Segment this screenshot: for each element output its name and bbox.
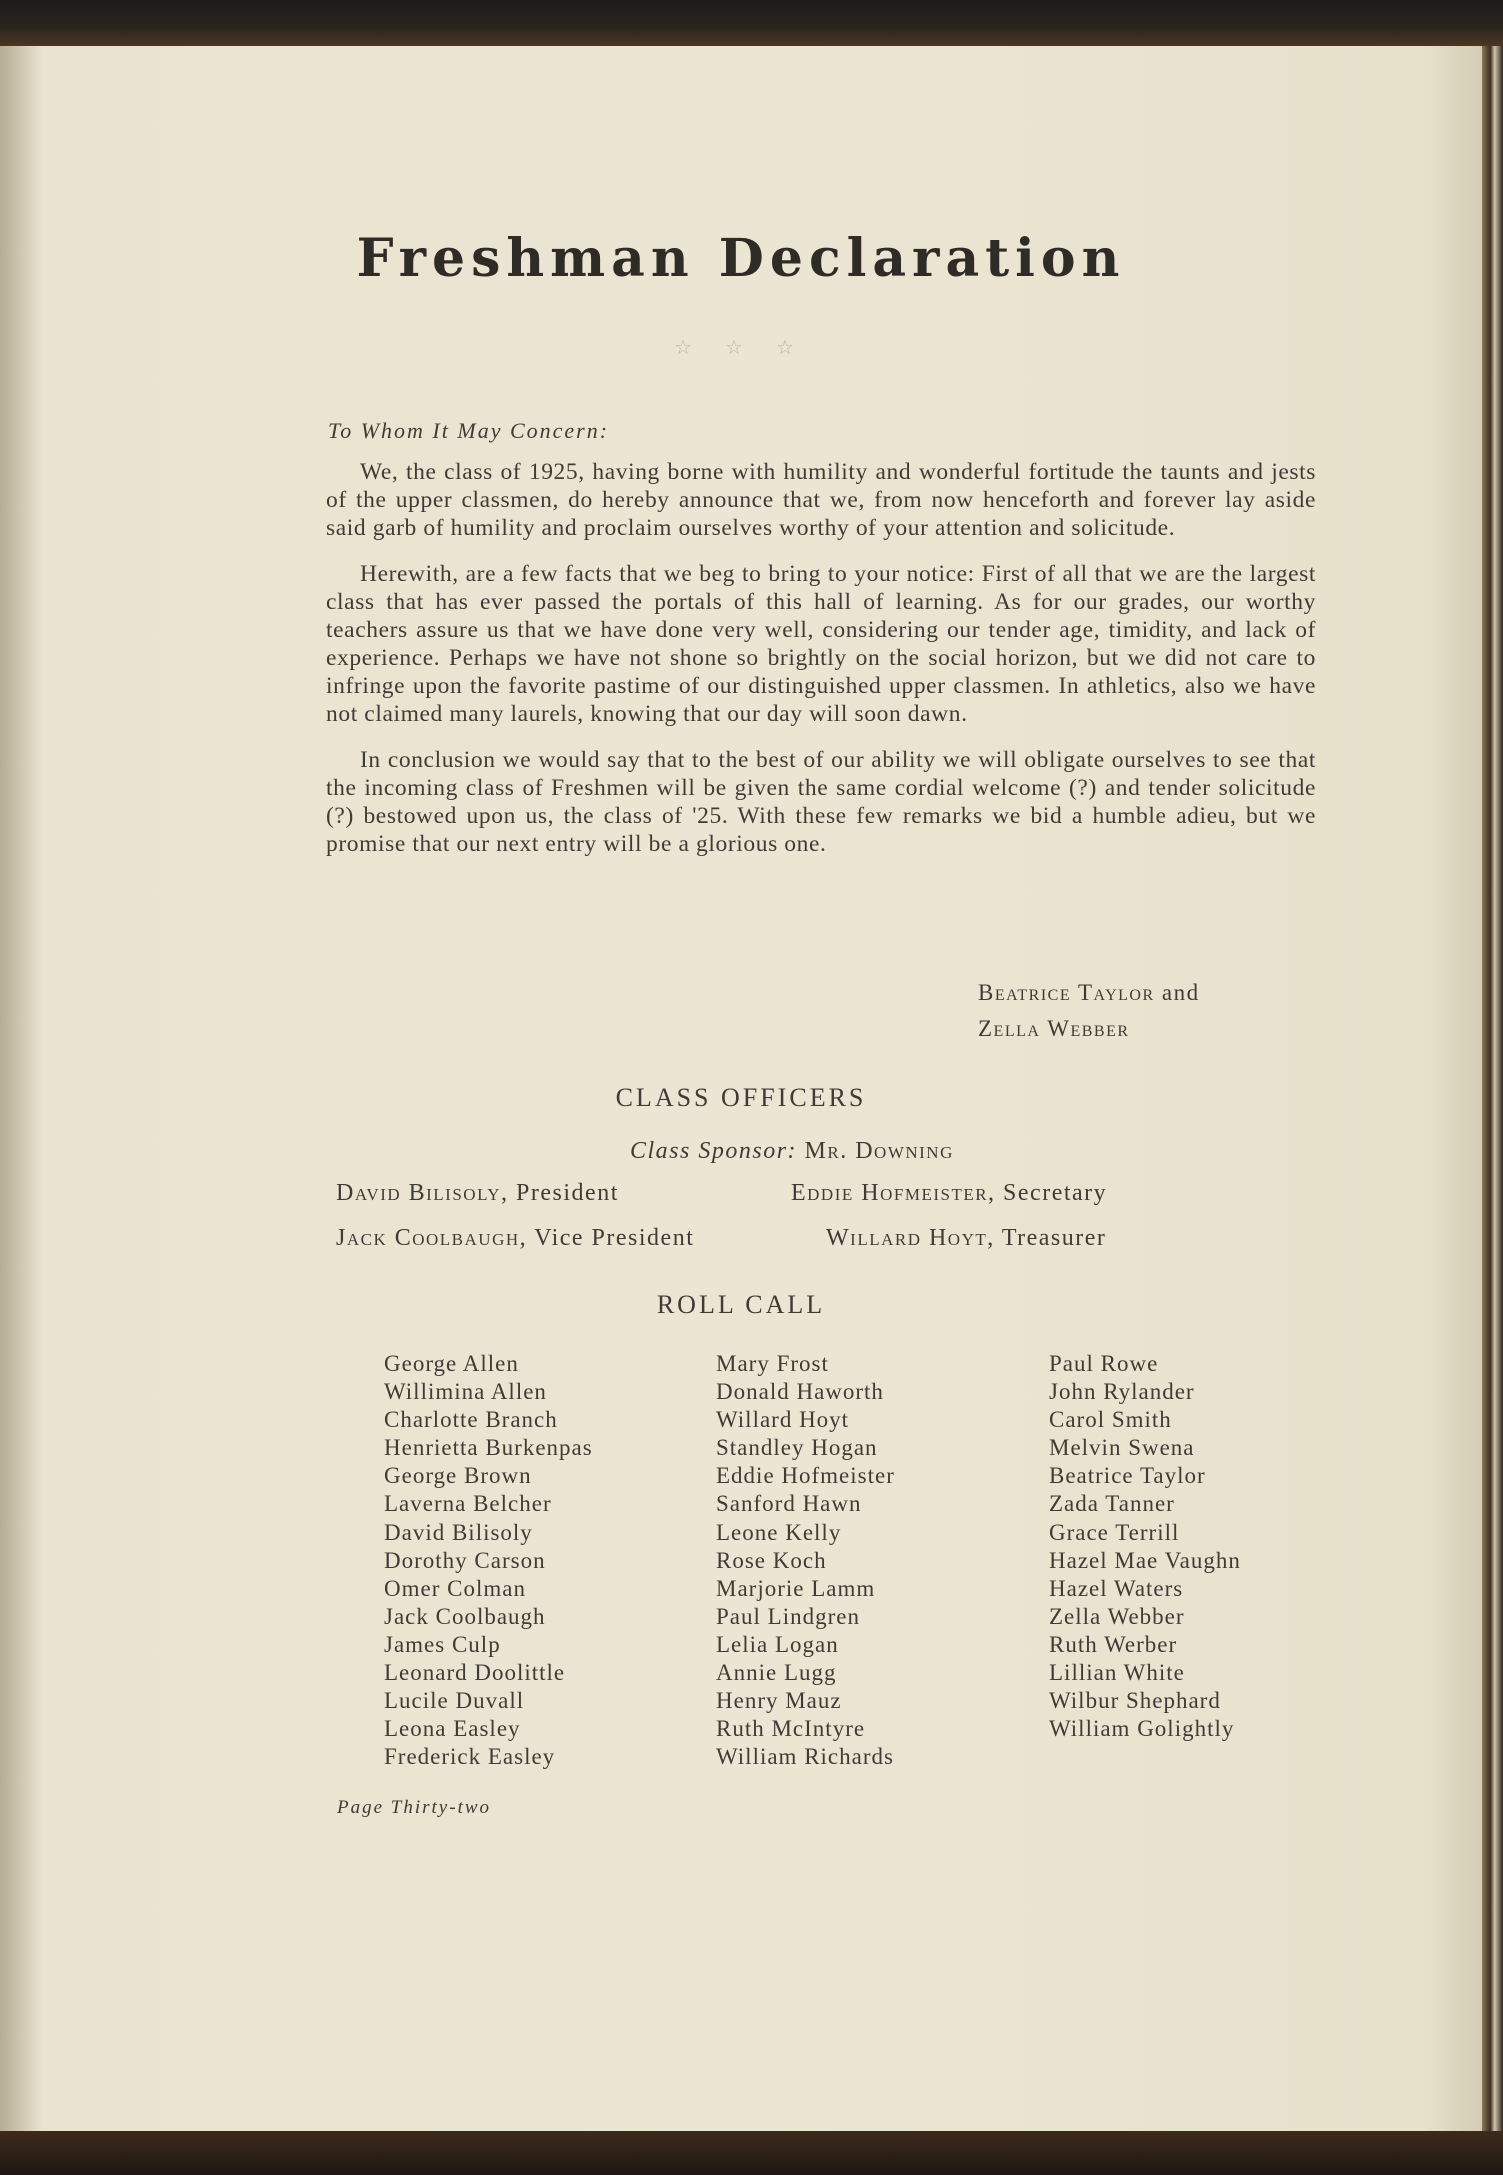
officer-role: , Vice President bbox=[519, 1225, 695, 1251]
roll-name: Leone Kelly bbox=[716, 1519, 842, 1545]
signer-1: Beatrice Taylor bbox=[978, 980, 1155, 1005]
roll-name: Sanford Hawn bbox=[716, 1491, 862, 1517]
roll-name: Carol Smith bbox=[1049, 1407, 1172, 1433]
roll-name: Omer Colman bbox=[384, 1575, 526, 1601]
officers-heading: CLASS OFFICERS bbox=[615, 1083, 867, 1112]
roll-name: Melvin Swena bbox=[1049, 1435, 1195, 1461]
officer-role: , Treasurer bbox=[987, 1225, 1107, 1251]
roll-name: James Culp bbox=[384, 1631, 501, 1657]
roll-name: Standley Hogan bbox=[716, 1435, 878, 1461]
officer-name: David Bilisoly bbox=[336, 1180, 502, 1206]
roll-name: Wilbur Shephard bbox=[1049, 1688, 1221, 1714]
roll-name: Rose Koch bbox=[716, 1547, 827, 1573]
roll-name: Marjorie Lamm bbox=[716, 1575, 876, 1601]
roll-name: Willard Hoyt bbox=[716, 1407, 850, 1433]
signature-block bbox=[978, 975, 1200, 1047]
officer-president bbox=[336, 1180, 619, 1207]
sponsor-label: Class Sponsor: bbox=[630, 1138, 798, 1164]
roll-name: Zella Webber bbox=[1049, 1603, 1185, 1629]
roll-name: Grace Terrill bbox=[1049, 1519, 1180, 1545]
roll-name: Jack Coolbaugh bbox=[384, 1603, 546, 1629]
roll-name: Donald Haworth bbox=[716, 1379, 884, 1405]
page-number: Page Thirty-two bbox=[337, 1797, 492, 1818]
officer-name: Willard Hoyt bbox=[826, 1225, 988, 1251]
roll-name: Paul Lindgren bbox=[716, 1603, 860, 1629]
officer-role: , Secretary bbox=[988, 1180, 1108, 1206]
roll-name: Paul Rowe bbox=[1049, 1351, 1159, 1376]
roll-name: Henrietta Burkenpas bbox=[384, 1435, 593, 1461]
page-title: Freshman Declaration bbox=[356, 228, 1126, 289]
top-book-edge bbox=[0, 0, 1503, 52]
roll-name: William Richards bbox=[716, 1744, 894, 1770]
salutation: To Whom It May Concern: bbox=[328, 418, 610, 443]
officer-secretary bbox=[791, 1180, 1107, 1207]
roll-call-heading: ROLL CALL bbox=[656, 1290, 826, 1319]
roll-name: Lelia Logan bbox=[716, 1631, 839, 1657]
roll-name: George Allen bbox=[384, 1351, 519, 1376]
roll-name: Frederick Easley bbox=[384, 1744, 556, 1770]
signer-2: Zella Webber bbox=[978, 1016, 1130, 1041]
officer-treasurer bbox=[826, 1225, 1106, 1252]
roll-name: Henry Mauz bbox=[716, 1688, 842, 1714]
class-sponsor bbox=[630, 1138, 954, 1165]
declaration-body bbox=[326, 458, 1316, 876]
paragraph-3: In conclusion we would say that to the best of our ability we will obligate ourselves to see that the incoming class of Freshmen will be given the same cordial welcome (?) and tender solicitude (?) bestowed upon us, the class of '25. With these few remarks we bid a humble adieu, but we promise that our next entry will be a glorious one. bbox=[326, 747, 1316, 857]
roll-name: Willimina Allen bbox=[384, 1379, 547, 1405]
paragraph-2: Herewith, are a few facts that we beg to bring to your notice: First of all that we are the largest class that has ever passed the portals of this hall of learning. As for our grades, our worthy teachers assure us that we have done very well, considering our tender age, timidity, and lack of experience. Perhaps we have not shone so brightly on the social horizon, but we did not care to infringe upon the favorite pastime of our distinguished upper classmen. In athletics, also we have not claimed many laurels, knowing that our day will soon dawn. bbox=[326, 561, 1316, 727]
officer-vice-president bbox=[336, 1225, 694, 1252]
roll-name: Ruth Werber bbox=[1049, 1631, 1178, 1657]
roll-name: John Rylander bbox=[1049, 1379, 1195, 1405]
roll-name: Hazel Waters bbox=[1049, 1575, 1184, 1601]
roll-name: Charlotte Branch bbox=[384, 1407, 558, 1433]
roll-name: Eddie Hofmeister bbox=[716, 1463, 895, 1489]
roll-name: George Brown bbox=[384, 1463, 532, 1489]
roll-name: Dorothy Carson bbox=[384, 1547, 546, 1573]
right-book-edge bbox=[1482, 46, 1503, 2175]
roll-name: Lucile Duvall bbox=[384, 1688, 525, 1714]
roll-name: Zada Tanner bbox=[1049, 1491, 1175, 1517]
roll-column-1 bbox=[384, 1350, 593, 1771]
roll-name: Laverna Belcher bbox=[384, 1491, 552, 1517]
star-ornament: ☆ ☆ ☆ bbox=[674, 337, 808, 359]
roll-name: David Bilisoly bbox=[384, 1519, 533, 1545]
roll-name: Lillian White bbox=[1049, 1660, 1185, 1686]
roll-name: Leonard Doolittle bbox=[384, 1660, 566, 1686]
roll-column-2 bbox=[716, 1350, 895, 1771]
roll-name: Hazel Mae Vaughn bbox=[1049, 1547, 1241, 1573]
roll-name: Ruth McIntyre bbox=[716, 1716, 866, 1742]
roll-name: Annie Lugg bbox=[716, 1660, 837, 1686]
paragraph-1: We, the class of 1925, having borne with humility and wonderful fortitude the taunts and jests of the upper classmen, do hereby announce that we, from now henceforth and forever lay aside said garb of humility and proclaim ourselves worthy of your attention and solicitude. bbox=[326, 459, 1316, 541]
roll-column-3 bbox=[1049, 1350, 1241, 1743]
sponsor-name: Mr. Downing bbox=[804, 1138, 954, 1164]
roll-name: Leona Easley bbox=[384, 1716, 521, 1742]
officer-role: , President bbox=[501, 1180, 619, 1206]
roll-name: Mary Frost bbox=[716, 1351, 829, 1376]
signer-conjunction: and bbox=[1161, 980, 1200, 1005]
bottom-book-edge bbox=[0, 2131, 1503, 2175]
roll-name: Beatrice Taylor bbox=[1049, 1463, 1206, 1489]
roll-name: William Golightly bbox=[1049, 1716, 1235, 1742]
officer-name: Jack Coolbaugh bbox=[336, 1225, 520, 1251]
officer-name: Eddie Hofmeister bbox=[791, 1180, 989, 1206]
